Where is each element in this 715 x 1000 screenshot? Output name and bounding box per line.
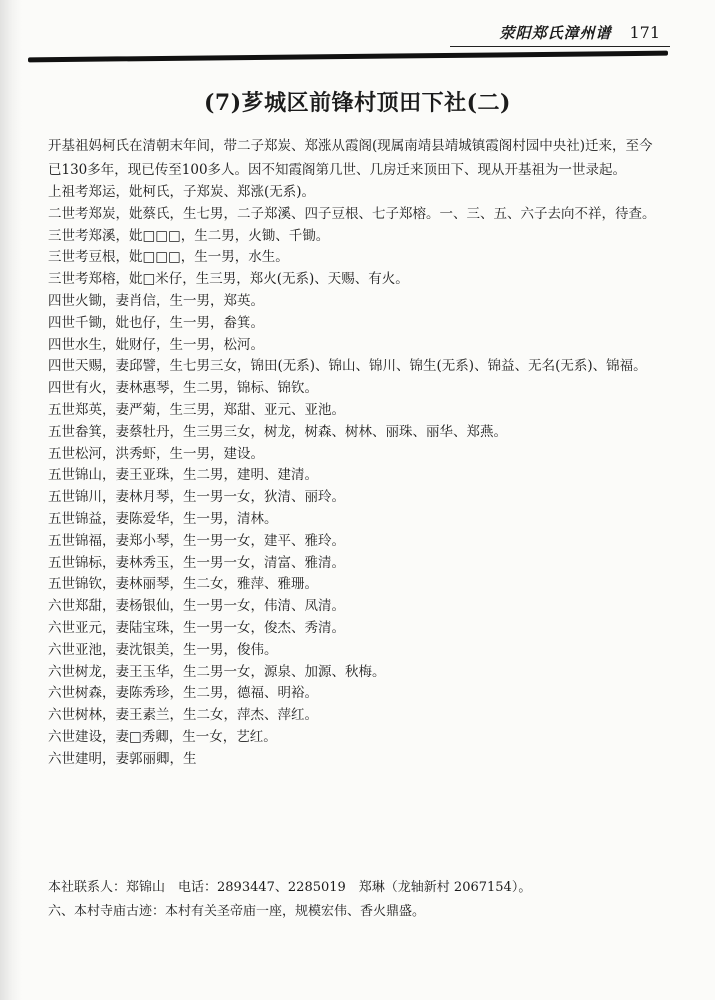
- genealogy-entry: 五世畚箕，妻蔡牡丹，生三男三女，树龙，树森、树林、丽珠、丽华、郑燕。: [48, 423, 507, 440]
- running-header: [450, 20, 660, 44]
- genealogy-entry: 六世树林，妻王素兰，生二女，萍杰、萍红。: [48, 707, 318, 724]
- genealogy-entry: 二世考郑炭，妣蔡氏，生七男，二子郑溪、四子豆根、七子郑榕。一、三、五、六子去向不祥，待查。: [48, 205, 656, 222]
- header-underline: [450, 46, 670, 47]
- genealogy-entry: 四世水生，妣财仔，生一男，松河。: [48, 336, 264, 353]
- footer-notes: [48, 876, 668, 924]
- genealogy-entry: 五世锦福，妻郑小琴，生一男一女，建平、雅玲。: [48, 532, 345, 549]
- running-title: 荥阳郑氏漳州谱: [499, 23, 612, 42]
- genealogy-entry: 六世郑甜，妻杨银仙，生一男一女，伟清、凤清。: [48, 598, 345, 615]
- genealogy-entry: 五世郑英，妻严菊，生三男，郑甜、亚元、亚池。: [48, 401, 345, 418]
- genealogy-entry: 六世树龙，妻王玉华，生二男一女，源泉、加源、秋梅。: [48, 663, 386, 680]
- genealogy-entry: 上祖考郑运，妣柯氏，子郑炭、郑涨(无系)。: [48, 184, 316, 200]
- section-title: (7)芗城区前锋村顶田下社(二): [204, 90, 511, 116]
- genealogy-entry: 六世建设，妻□秀卿，生一女，艺红。: [48, 728, 277, 745]
- genealogy-entry: 六世建明，妻郭丽卿，生: [48, 750, 197, 767]
- genealogy-entry: 五世锦益，妻陈爱华，生一男，清林。: [48, 510, 278, 527]
- page-number: 171: [629, 22, 660, 42]
- header-rule: [28, 51, 668, 63]
- genealogy-entry: 四世有火，妻林惠琴，生二男，锦标、锦钦。: [48, 380, 318, 397]
- temple-line: 六、本村寺庙古迹：本村有关圣帝庙一座，规模宏伟、香火鼎盛。: [48, 904, 426, 919]
- genealogy-entry: 六世树森，妻陈秀珍，生二男，德福、明裕。: [48, 685, 318, 702]
- genealogy-entry: 五世锦标，妻林秀玉，生一男一女，清富、雅清。: [48, 554, 345, 571]
- genealogy-entry: 五世锦川，妻林月琴，生一男一女，狄清、丽玲。: [48, 489, 345, 506]
- genealogy-entry: 五世松河，洪秀虾，生一男，建设。: [48, 445, 264, 462]
- genealogy-entry: 三世考豆根，妣□□□，生一男，水生。: [48, 249, 289, 266]
- genealogy-body: [48, 134, 660, 771]
- intro-paragraph: 开基祖妈柯氏在清朝末年间，带二子郑炭、郑涨从霞阁(现属南靖县靖城镇霞阁村园中央社)迁来，至今已130多年，现已传至100多人。因不知霞阁第几世、几房迁来顶田下、现从开基祖为一世录起。: [48, 138, 653, 178]
- genealogy-entry: 五世锦钦，妻林丽琴，生二女，雅萍、雅珊。: [48, 576, 318, 593]
- genealogy-entry: 三世考郑榕，妣□米仔，生三男，郑火(无系)、天赐、有火。: [48, 271, 409, 288]
- genealogy-entry: 五世锦山，妻王亚珠，生二男，建明、建清。: [48, 467, 318, 484]
- genealogy-entry: 六世亚元，妻陆宝珠，生一男一女，俊杰、秀清。: [48, 619, 345, 636]
- genealogy-entry: 六世亚池，妻沈银美，生一男，俊伟。: [48, 641, 278, 658]
- genealogy-entry: 四世千锄，妣也仔，生一男，畚箕。: [48, 314, 264, 331]
- scan-shadow: [0, 0, 22, 1000]
- genealogy-entries: [48, 182, 660, 771]
- genealogy-entry: 四世天赐，妻邱譬，生七男三女，锦田(无系)、锦山、锦川、锦生(无系)、锦益、无名(无系)、锦福。: [48, 358, 647, 375]
- genealogy-entry: 四世火锄，妻肖信，生一男，郑英。: [48, 292, 264, 309]
- contact-line: 本社联系人：郑锦山 电话：2893447、2285019 郑琳（龙轴新村 2067154）。: [48, 880, 532, 895]
- genealogy-entry: 三世考郑溪，妣□□□，生二男，火锄、千锄。: [48, 227, 330, 244]
